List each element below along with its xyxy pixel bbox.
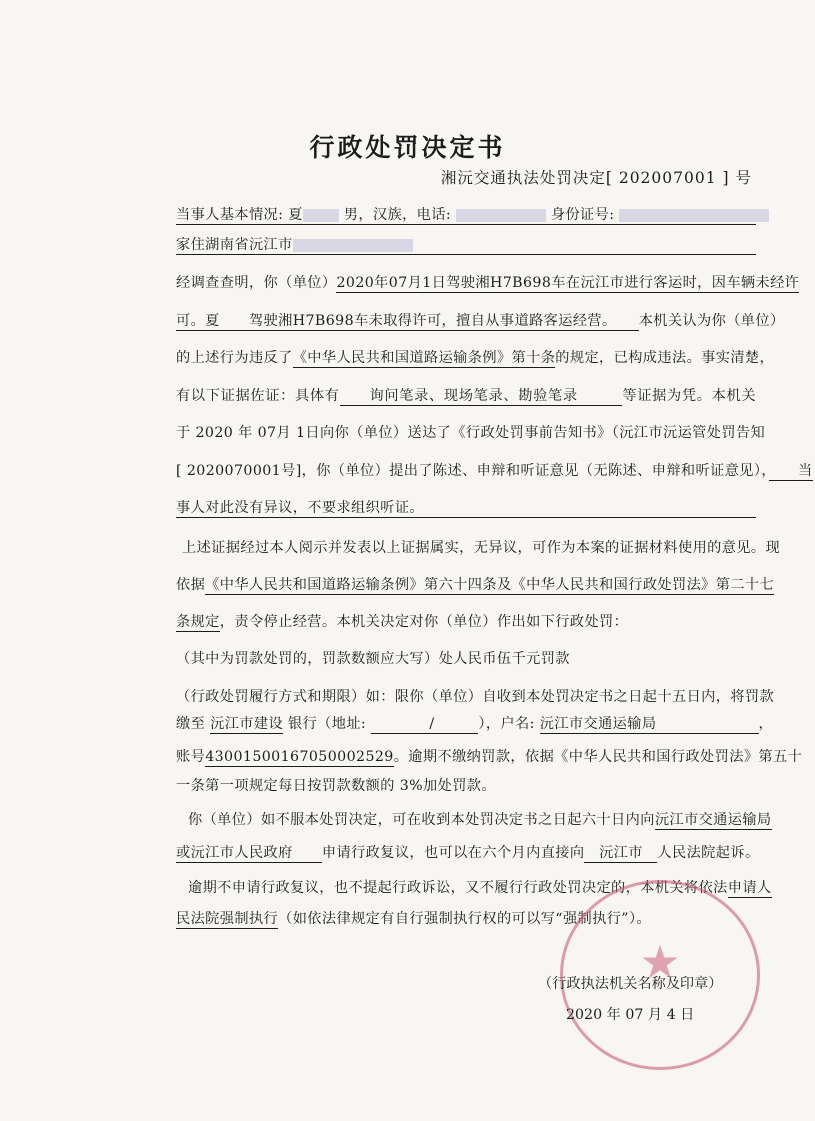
account-line: 账号43001500167050002529。逾期不缴纳罚款，依据《中华人民共和国行政处罚法》第五十 [176, 749, 803, 765]
body-line-1: 经调查查明，你（单位）2020年07月1日驾驶湘H7B698车在沅江市进行客运时，因车辆未经许 [176, 275, 800, 291]
body-line-10: 条规定，责令停止经营。本机关决定对你（单位）作出如下行政处罚： [176, 614, 629, 630]
document-title: 行政处罚决定书 [309, 133, 506, 162]
redacted-name [303, 209, 339, 222]
body-line-5: 于 2020 年 07月 1日向你（单位）送达了《行政处罚事前告知书》（沅江市沅运管处罚告知 [176, 425, 766, 441]
body-line-3: 的上述行为违反了《中华人民共和国道路运输条例》第十条的规定，已构成违法。事实清楚， [176, 350, 775, 366]
enforcement-line-2: 民法院强制执行（如依法律规定有自行强制执行权的可以写“强制执行”）。 [176, 911, 652, 927]
body-line-9: 依据《中华人民共和国道路运输条例》第六十四条及《中华人民共和国行政处罚法》第二十七 [176, 577, 775, 593]
document-number: 湘沅交通执法处罚决定[ 202007001 ] 号 [440, 169, 752, 187]
redacted-address [293, 239, 413, 252]
late-fee-line: 一条第一项规定每日按罚款数额的 3%加处罚款。 [176, 778, 496, 794]
penalty-amount-line: （其中为罚款处罚的，罚款数额应大写）处人民币伍千元罚款 [176, 651, 570, 667]
body-line-6: [ 2020070001号]，你（单位）提出了陈述、申辩和听证意见（无陈述、申辩和听证意见）， 当 [176, 463, 813, 479]
appeal-line-2: 或沅江市人民政府 申请行政复议，也可以在六个月内直接向 沅江市 人民法院起诉。 [176, 845, 760, 861]
redacted-id-number [619, 209, 769, 222]
payment-term-line: （行政处罚履行方式和期限）如：限你（单位）自收到本处罚决定书之日起十五日内，将罚款 [176, 689, 775, 705]
body-line-2: 可。夏 驾驶湘H7B698车未取得许可，擅自从事道路客运经营。 本机关认为你（单位） [176, 313, 785, 329]
party-gender: 男，汉族，电话: [343, 207, 452, 223]
party-info-line [176, 204, 756, 225]
redacted-phone [456, 209, 546, 222]
payment-bank-line: 缴至 沅江市建设 银行（地址: / ），户名: 沅江市交通运输局 ， [176, 716, 774, 732]
issuing-authority-label: （行政执法机关名称及印章） [538, 976, 723, 992]
party-label: 当事人基本情况: [176, 207, 284, 223]
enforcement-line-1: 逾期不申请行政复议，也不提起行政诉讼，又不履行行政处罚决定的，本机关将依法申请人 [188, 880, 772, 896]
body-line-8: 上述证据经过本人阅示并发表以上证据属实，无异议，可作为本案的证据材料使用的意见。现 [182, 540, 781, 556]
address-line [176, 234, 756, 255]
address: 家住湖南省沅江市 [176, 237, 293, 253]
body-line-7: 事人对此没有异议，不要求组织听证。 [176, 497, 756, 518]
seal-star-icon: ★ [639, 935, 681, 989]
id-label: 身份证号: [550, 207, 615, 223]
issue-date: 2020 年 07 月 4 日 [566, 1007, 695, 1023]
body-line-4: 有以下证据佐证：具体有 询问笔录、现场笔录、勘验笔录 等证据为凭。本机关 [176, 388, 756, 404]
party-name: 夏 [288, 207, 339, 225]
appeal-line-1: 你（单位）如不服本处罚决定，可在收到本处罚决定书之日起六十日内向沅江市交通运输局 [188, 812, 772, 828]
